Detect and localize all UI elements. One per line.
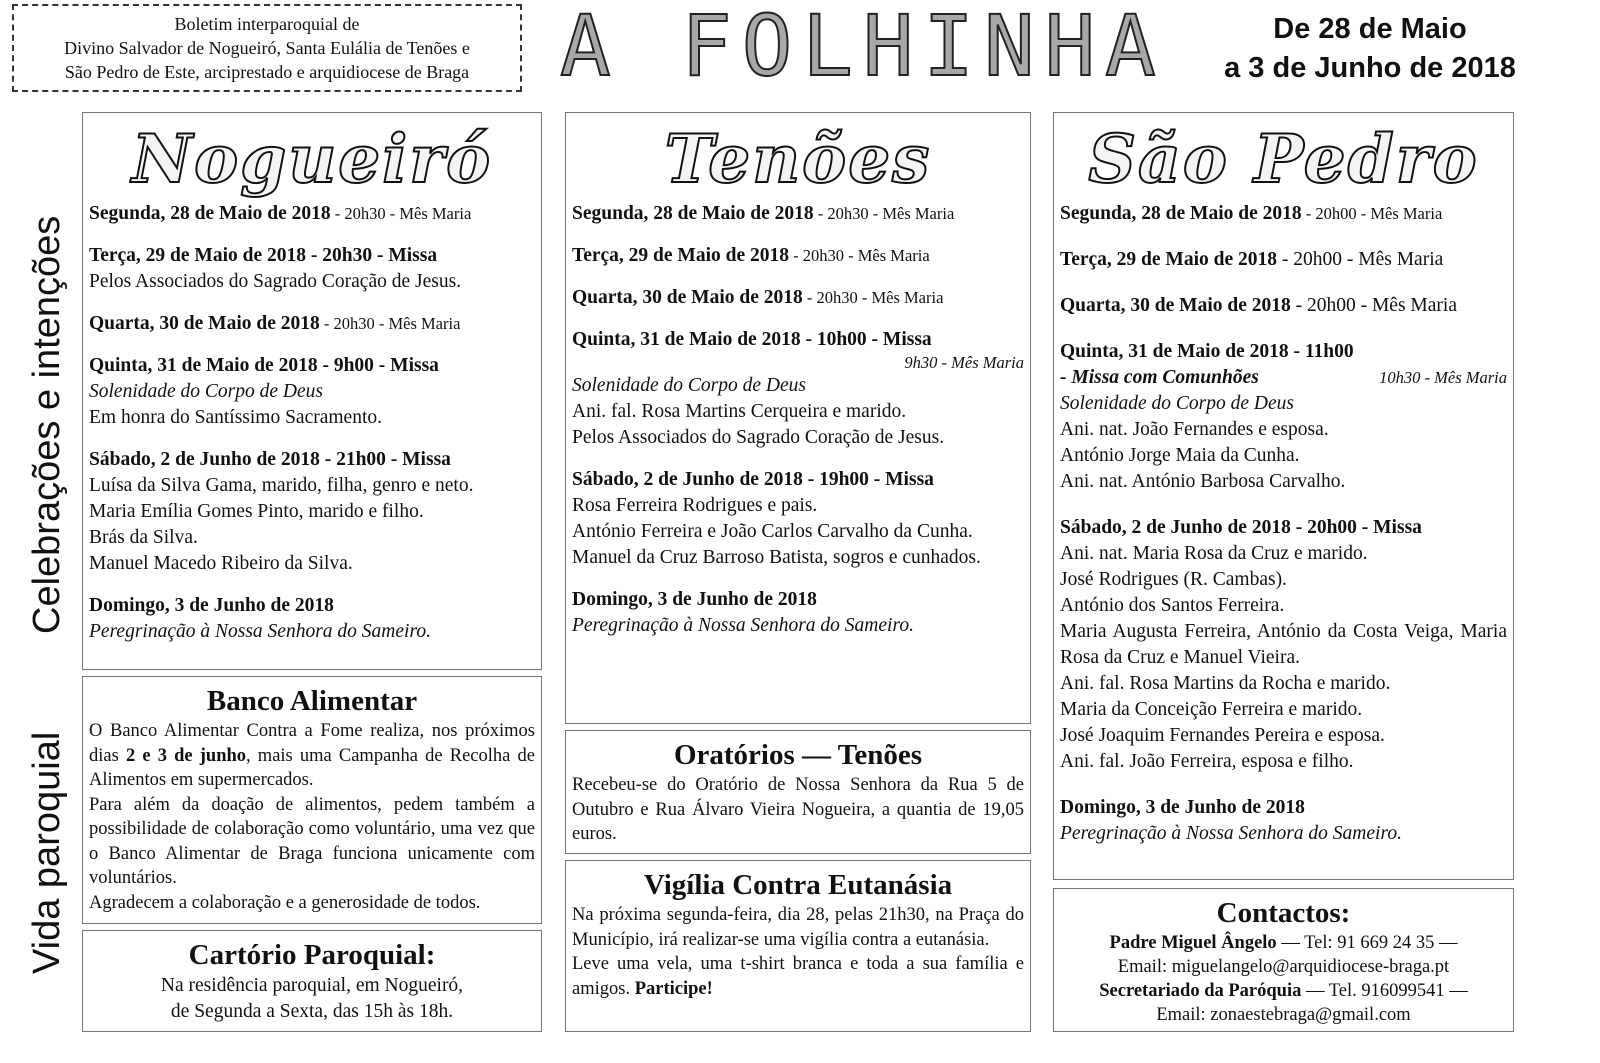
intention: António dos Santos Ferreira. bbox=[1060, 595, 1285, 616]
pilgrimage: Peregrinação à Nossa Senhora do Sameiro. bbox=[572, 615, 914, 636]
intention: António Jorge Maia da Cunha. bbox=[1060, 445, 1300, 466]
time-note: - 20h00 - Mês Maria bbox=[1290, 295, 1457, 316]
day-heading: Quinta, 31 de Maio de 2018 - 10h00 - Missa bbox=[572, 329, 932, 350]
day-heading: Sábado, 2 de Junho de 2018 - 19h00 - Missa bbox=[572, 469, 934, 490]
solemnity: Solenidade do Corpo de Deus bbox=[572, 375, 806, 396]
padre-name: Padre Miguel Ângelo bbox=[1109, 933, 1277, 953]
box-title: Oratórios — Tenões bbox=[673, 739, 923, 771]
day-heading: Terça, 29 de Maio de 2018 bbox=[1060, 249, 1278, 270]
box-title: Vigília Contra Eutanásia bbox=[643, 869, 953, 901]
intention: Brás da Silva. bbox=[89, 527, 198, 548]
padre-email: Email: miguelangelo@arquidiocese-braga.pt bbox=[1117, 957, 1450, 977]
entry-sunday bbox=[1060, 795, 1507, 847]
entry-monday bbox=[572, 201, 1024, 227]
masthead-title: A FOLHINHA bbox=[560, 0, 1166, 95]
day-heading: Terça, 29 de Maio de 2018 bbox=[572, 245, 790, 266]
bulletin-line: Boletim interparoquial de bbox=[174, 14, 360, 34]
intention: António Ferreira e João Carlos Carvalho da Cunha. bbox=[572, 521, 973, 542]
entry-thursday bbox=[1060, 339, 1507, 495]
intention: Ani. nat. António Barbosa Carvalho. bbox=[1060, 471, 1346, 492]
mass-type: - Missa com Comunhões bbox=[1060, 367, 1259, 388]
entry-monday bbox=[1060, 201, 1507, 227]
cartorio-line: Na residência paroquial, em Nogueiró, bbox=[160, 975, 464, 996]
entry-saturday bbox=[1060, 515, 1507, 775]
intention: Em honra do Santíssimo Sacramento. bbox=[89, 407, 382, 428]
day-heading: Segunda, 28 de Maio de 2018 bbox=[572, 203, 814, 224]
day-heading: Terça, 29 de Maio de 2018 - 20h30 - Missa bbox=[89, 245, 438, 266]
intention: Maria Emília Gomes Pinto, marido e filho. bbox=[89, 501, 424, 522]
day-heading: Quarta, 30 de Maio de 2018 bbox=[89, 313, 320, 334]
entry-wednesday bbox=[572, 285, 1024, 311]
time-note: - 20h30 - Mês Maria bbox=[319, 314, 461, 333]
entry-tuesday bbox=[1060, 247, 1507, 273]
entry-tuesday bbox=[572, 243, 1024, 269]
day-heading: Quinta, 31 de Maio de 2018 - 11h00 bbox=[1060, 341, 1354, 362]
day-heading: Sábado, 2 de Junho de 2018 - 21h00 - Missa bbox=[89, 449, 451, 470]
side-label-parish-life: Vida paroquial bbox=[26, 731, 68, 974]
banco-paragraph-1 bbox=[89, 719, 535, 793]
pilgrimage: Peregrinação à Nossa Senhora do Sameiro. bbox=[1060, 823, 1402, 844]
tenoes-panel bbox=[565, 112, 1031, 724]
day-heading: Domingo, 3 de Junho de 2018 bbox=[572, 589, 817, 610]
intention: Luísa da Silva Gama, marido, filha, genro e neto. bbox=[89, 475, 474, 496]
intention: Manuel da Cruz Barroso Batista, sogros e cunhados. bbox=[572, 547, 981, 568]
pilgrimage: Peregrinação à Nossa Senhora do Sameiro. bbox=[89, 621, 431, 642]
time-note: - 20h30 - Mês Maria bbox=[813, 204, 955, 223]
cartorio-line: de Segunda a Sexta, das 15h às 18h. bbox=[170, 1001, 454, 1022]
entry-saturday bbox=[89, 447, 535, 577]
entry-sunday bbox=[89, 593, 535, 645]
entry-thursday bbox=[572, 327, 1024, 451]
bulletin-description bbox=[12, 4, 522, 92]
intention: José Joaquim Fernandes Pereira e esposa. bbox=[1060, 725, 1385, 746]
secretariat-email: Email: zonaestebraga@gmail.com bbox=[1156, 1005, 1411, 1025]
intention: Pelos Associados do Sagrado Coração de Jesus. bbox=[572, 427, 945, 448]
banco-paragraph-3: Agradecem a colaboração e a generosidade de todos. bbox=[89, 892, 481, 913]
day-heading: Domingo, 3 de Junho de 2018 bbox=[1060, 797, 1305, 818]
intention: Ani. fal. Rosa Martins da Rocha e marido. bbox=[1060, 673, 1391, 694]
vigilia-paragraph-1: Na próxima segunda-feira, dia 28, pelas 21h30, na Praça do Município, irá realizar-se uma vigília contra a eutanásia. bbox=[572, 905, 1024, 950]
day-heading: Domingo, 3 de Junho de 2018 bbox=[89, 595, 334, 616]
intention: Pelos Associados do Sagrado Coração de Jesus. bbox=[89, 271, 462, 292]
entry-tuesday bbox=[89, 243, 535, 295]
intention: Ani. nat. João Fernandes e esposa. bbox=[1060, 419, 1329, 440]
parish-title: São Pedro bbox=[1088, 120, 1479, 198]
bulletin-line: Divino Salvador de Nogueiró, Santa Eulália de Tenões e bbox=[64, 38, 470, 58]
box-title: Cartório Paroquial: bbox=[188, 939, 436, 971]
sao-pedro-panel bbox=[1053, 112, 1514, 880]
mass-detail bbox=[1060, 365, 1507, 391]
entry-sunday bbox=[572, 587, 1024, 639]
intention: Maria da Conceição Ferreira e marido. bbox=[1060, 699, 1363, 720]
entry-saturday bbox=[572, 467, 1024, 571]
text: O Banco Alimentar Contra a Fome realiza, nos próximos dias bbox=[89, 721, 535, 766]
intention: José Rodrigues (R. Cambas). bbox=[1060, 569, 1287, 590]
padre-contact bbox=[1060, 931, 1507, 955]
day-heading: Quarta, 30 de Maio de 2018 bbox=[572, 287, 803, 308]
bulletin-line: São Pedro de Este, arciprestado e arquidiocese de Braga bbox=[64, 62, 470, 82]
time-note: - 20h30 - Mês Maria bbox=[330, 204, 472, 223]
intention: Manuel Macedo Ribeiro da Silva. bbox=[89, 553, 353, 574]
time-note: - 20h00 - Mês Maria bbox=[1277, 249, 1444, 270]
intention: Rosa Ferreira Rodrigues e pais. bbox=[572, 495, 818, 516]
secretariat-name: Secretariado da Paróquia bbox=[1099, 981, 1302, 1001]
banco-paragraph-2: Para além da doação de alimentos, pedem também a possibilidade de colaboração como voluntário, uma vez que o Banco Alimentar de Braga funciona unicamente com voluntários. bbox=[89, 794, 535, 888]
parish-title: Tenões bbox=[664, 120, 932, 198]
nogueiro-panel bbox=[82, 112, 542, 670]
text: Leve uma vela, uma t-shirt branca e toda a sua família e amigos. bbox=[572, 954, 1024, 999]
entry-wednesday bbox=[89, 311, 535, 337]
day-heading: Segunda, 28 de Maio de 2018 bbox=[89, 203, 331, 224]
highlight-dates: 2 e 3 de junho bbox=[125, 745, 247, 766]
intention: Ani. fal. João Ferreira, esposa e filho. bbox=[1060, 751, 1354, 772]
date-line-2: a 3 de Junho de 2018 bbox=[1224, 52, 1516, 84]
day-heading: Quarta, 30 de Maio de 2018 bbox=[1060, 295, 1291, 316]
parish-title: Nogueiró bbox=[131, 120, 493, 198]
time-note: - 20h30 - Mês Maria bbox=[802, 288, 944, 307]
time-note: - 20h30 - Mês Maria bbox=[789, 246, 930, 265]
time-note: 9h30 - Mês Maria bbox=[904, 353, 1024, 372]
time-note: 10h30 - Mês Maria bbox=[1379, 368, 1507, 387]
vigilia-paragraph-2 bbox=[572, 952, 1024, 1001]
cartorio-box bbox=[82, 930, 542, 1032]
padre-phone: — Tel: 91 669 24 35 — bbox=[1276, 933, 1458, 953]
entry-monday bbox=[89, 201, 535, 227]
intention: Maria Augusta Ferreira, António da Costa Veiga, Maria Rosa da Cruz e Manuel Vieira. bbox=[1060, 621, 1507, 668]
oratorios-box bbox=[565, 730, 1031, 854]
date-range bbox=[1170, 10, 1570, 88]
day-heading: Quinta, 31 de Maio de 2018 - 9h00 - Missa bbox=[89, 355, 439, 376]
day-heading: Sábado, 2 de Junho de 2018 - 20h00 - Missa bbox=[1060, 517, 1422, 538]
text: , mais uma Campanha de Recolha de Alimentos em supermercados. bbox=[89, 745, 535, 790]
box-title: Banco Alimentar bbox=[206, 685, 418, 717]
side-label-celebrations: Celebrações e intenções bbox=[26, 215, 68, 635]
date-line-1: De 28 de Maio bbox=[1273, 13, 1467, 45]
box-title: Contactos: bbox=[1216, 897, 1351, 929]
oratorios-text: Recebeu-se do Oratório de Nossa Senhora da Rua 5 de Outubro e Rua Álvaro Vieira Nogueira, a quantia de 19,05 euros. bbox=[572, 775, 1024, 844]
secretariat-phone: — Tel. 916099541 — bbox=[1301, 981, 1468, 1001]
day-heading: Segunda, 28 de Maio de 2018 bbox=[1060, 203, 1302, 224]
entry-thursday bbox=[89, 353, 535, 431]
time-note: - 20h00 - Mês Maria bbox=[1301, 204, 1443, 223]
participate-callout: Participe! bbox=[634, 978, 713, 999]
intention: Ani. nat. Maria Rosa da Cruz e marido. bbox=[1060, 543, 1368, 564]
contactos-box bbox=[1053, 888, 1514, 1032]
solemnity: Solenidade do Corpo de Deus bbox=[89, 381, 323, 402]
vigilia-box bbox=[565, 860, 1031, 1032]
intention: Ani. fal. Rosa Martins Cerqueira e marido. bbox=[572, 401, 907, 422]
secretariat-contact bbox=[1060, 979, 1507, 1003]
banco-alimentar-box bbox=[82, 676, 542, 924]
solemnity: Solenidade do Corpo de Deus bbox=[1060, 393, 1294, 414]
entry-wednesday bbox=[1060, 293, 1507, 319]
